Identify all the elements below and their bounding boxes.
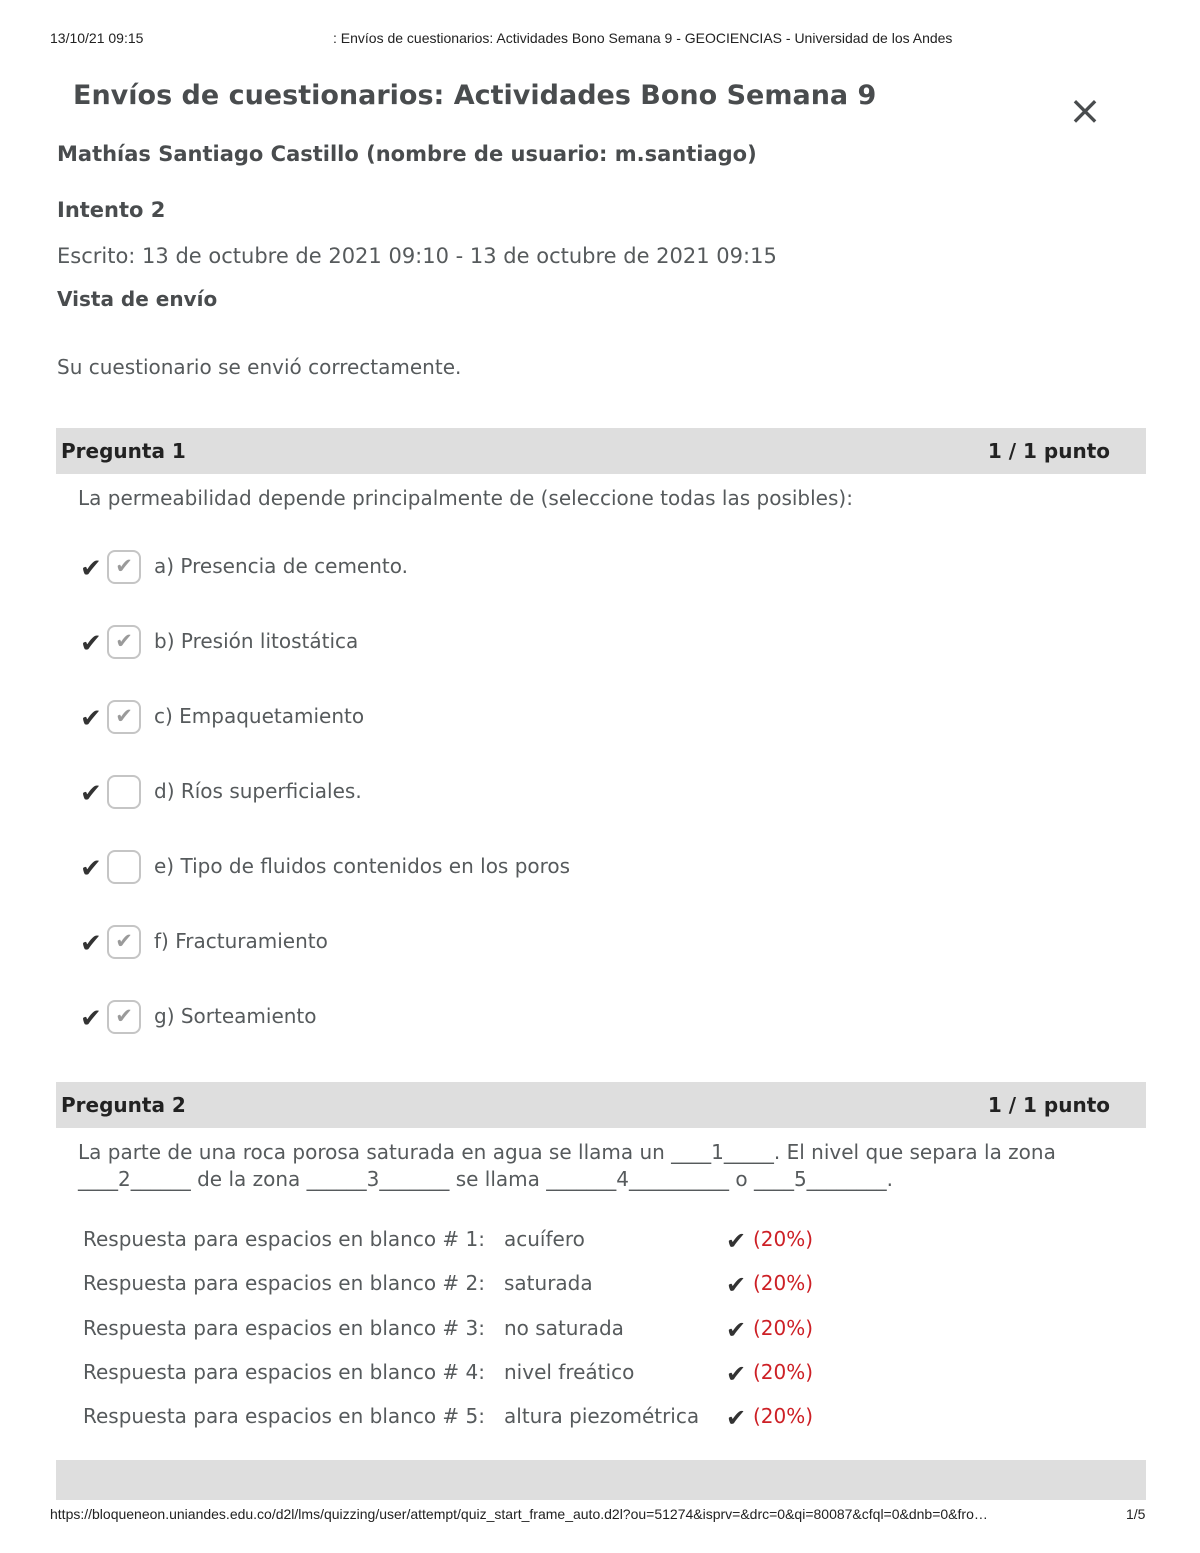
check-icon: ✔ (726, 1227, 747, 1255)
answer-label: Respuesta para espacios en blanco # 1: (83, 1227, 485, 1251)
question-label: Pregunta 1 (61, 439, 186, 463)
answer-label: Respuesta para espacios en blanco # 2: (83, 1271, 485, 1295)
answer-value: nivel freático (504, 1360, 635, 1384)
answer-label: Respuesta para espacios en blanco # 3: (83, 1316, 485, 1340)
answer-value: saturada (504, 1271, 593, 1295)
answer-label: Respuesta para espacios en blanco # 5: (83, 1404, 485, 1428)
checkbox: ✔ (107, 700, 141, 734)
check-icon: ✔ (80, 929, 102, 959)
print-footer (0, 1506, 1200, 1526)
option-label: b) Presión litostática (154, 629, 359, 653)
written-timestamp: Escrito: 13 de octubre de 2021 09:10 - 13 de octubre de 2021 09:15 (57, 244, 777, 268)
check-icon: ✔ (80, 779, 102, 809)
check-icon: ✔ (80, 629, 102, 659)
option-label: e) Tipo de fluidos contenidos en los poros (154, 854, 571, 878)
answer-label: Respuesta para espacios en blanco # 4: (83, 1360, 485, 1384)
answer-value: acuífero (504, 1227, 585, 1251)
question-points: 1 / 1 punto (987, 439, 1110, 463)
checkbox: ✔ (107, 625, 141, 659)
option-label: f) Fracturamiento (154, 929, 328, 953)
print-page-title: : Envíos de cuestionarios: Actividades Bono Semana 9 - GEOCIENCIAS - Universidad de los Andes (333, 30, 953, 46)
attempt-label: Intento 2 (57, 198, 166, 222)
print-header (0, 30, 1200, 50)
question-1-header (56, 428, 1146, 474)
question-text-line: ____2______ de la zona ______3_______ se llama _______4__________ o ____5________. (78, 1167, 894, 1191)
print-page-number: 1/5 (1126, 1506, 1146, 1522)
blank-answer-row (83, 1404, 843, 1434)
blank-answer-row (83, 1271, 843, 1301)
next-question-header (56, 1460, 1146, 1500)
answer-score: (20%) (753, 1227, 814, 1251)
check-icon: ✔ (726, 1404, 747, 1432)
answer-value: no saturada (504, 1316, 624, 1340)
question-text-line: La parte de una roca porosa saturada en agua se llama un ____1_____. El nivel que separa la zona (78, 1140, 1056, 1164)
answer-score: (20%) (753, 1271, 814, 1295)
check-icon: ✔ (80, 1004, 102, 1034)
question-2-header (56, 1082, 1146, 1128)
success-message: Su cuestionario se envió correctamente. (57, 355, 462, 379)
blank-answer-row (83, 1360, 843, 1390)
check-icon: ✔ (726, 1316, 747, 1344)
option-label: g) Sorteamiento (154, 1004, 317, 1028)
check-icon: ✔ (80, 554, 102, 584)
check-icon: ✔ (80, 854, 102, 884)
option-label: d) Ríos superficiales. (154, 779, 362, 803)
close-icon[interactable]: × (1068, 88, 1102, 134)
question-2-text (78, 1139, 1118, 1193)
check-icon: ✔ (726, 1271, 747, 1299)
answer-score: (20%) (753, 1404, 814, 1428)
answer-score: (20%) (753, 1316, 814, 1340)
checkbox: ✔ (107, 1000, 141, 1034)
checkbox: ✔ (107, 550, 141, 584)
submission-view-label: Vista de envío (57, 287, 218, 311)
blank-answer-row (83, 1227, 843, 1257)
question-label: Pregunta 2 (61, 1093, 186, 1117)
user-line: Mathías Santiago Castillo (nombre de usuario: m.santiago) (57, 142, 757, 166)
print-url: https://bloqueneon.uniandes.edu.co/d2l/lms/quizzing/user/attempt/quiz_start_frame_auto.d2l?ou=51274&isprv=&drc=0&qi=80087&cfql=0&dnb=0&fro… (50, 1506, 988, 1522)
checkbox: ✔ (107, 925, 141, 959)
check-icon: ✔ (726, 1360, 747, 1388)
option-label: a) Presencia de cemento. (154, 554, 408, 578)
answer-score: (20%) (753, 1360, 814, 1384)
question-points: 1 / 1 punto (987, 1093, 1110, 1117)
checkbox (107, 775, 141, 809)
answer-value: altura piezométrica (504, 1404, 700, 1428)
dialog-title: Envíos de cuestionarios: Actividades Bono Semana 9 (73, 80, 877, 111)
checkbox (107, 850, 141, 884)
blank-answer-row (83, 1316, 843, 1346)
option-label: c) Empaquetamiento (154, 704, 365, 728)
question-1-text: La permeabilidad depende principalmente de (seleccione todas las posibles): (78, 486, 853, 510)
check-icon: ✔ (80, 704, 102, 734)
print-date: 13/10/21 09:15 (50, 30, 144, 46)
